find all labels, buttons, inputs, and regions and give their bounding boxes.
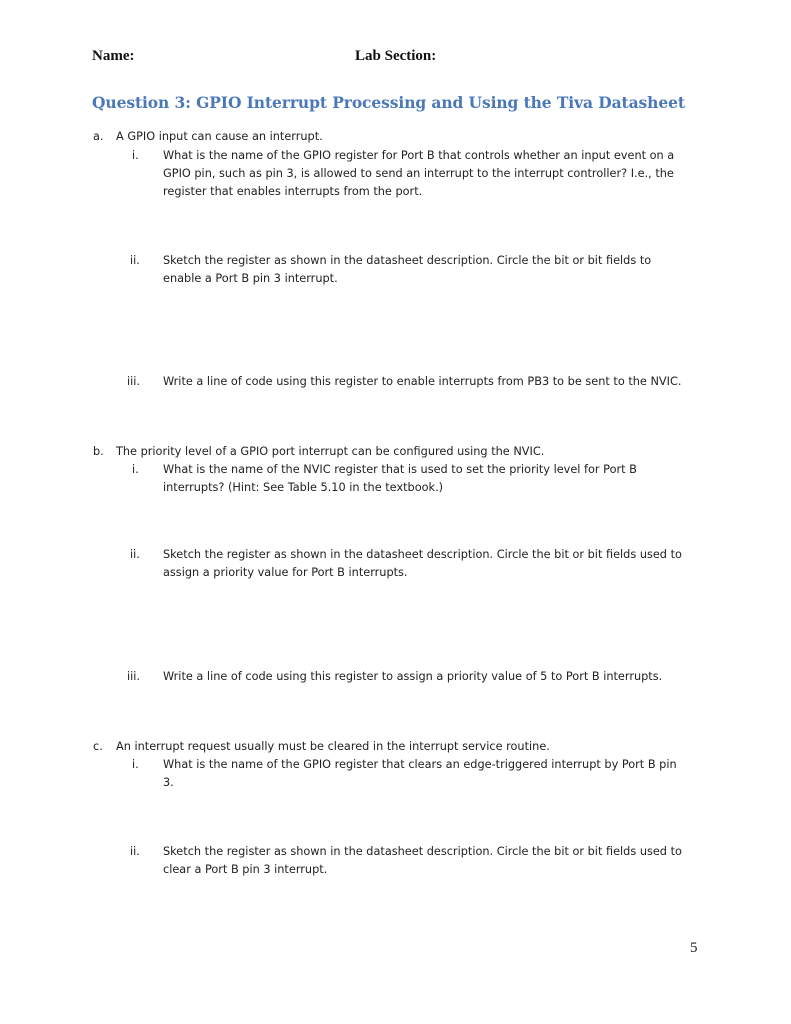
part-c-ii-label: ii.	[130, 845, 140, 858]
part-a-i-label: i.	[132, 149, 139, 162]
question-title: Question 3: GPIO Interrupt Processing and Using the Tiva Datasheet	[92, 93, 685, 112]
part-b-i-line: interrupts? (Hint: See Table 5.10 in the textbook.)	[163, 481, 444, 494]
part-c-i-label: i.	[132, 758, 139, 771]
part-b-iii-line: Write a line of code using this register to assign a priority value of 5 to Port B interrupts.	[163, 670, 663, 683]
part-c-ii-line: clear a Port B pin 3 interrupt.	[163, 863, 328, 876]
page-number: 5	[690, 940, 698, 956]
part-c-label: c.	[93, 740, 103, 753]
part-b-iii-label: iii.	[127, 670, 141, 683]
part-b-label: b.	[93, 445, 104, 458]
part-b-ii-line: assign a priority value for Port B interrupts.	[163, 566, 408, 579]
part-a-ii-line: enable a Port B pin 3 interrupt.	[163, 272, 338, 285]
part-c-i-line: 3.	[163, 776, 174, 789]
part-b-ii-line: Sketch the register as shown in the datasheet description. Circle the bit or bit fields used to	[163, 548, 682, 561]
part-c-i-line: What is the name of the GPIO register that clears an edge-triggered interrupt by Port B pin	[163, 758, 677, 771]
part-b-ii-label: ii.	[130, 548, 140, 561]
lab-section-label: Lab Section:	[355, 48, 437, 64]
part-b-text: The priority level of a GPIO port interrupt can be configured using the NVIC.	[116, 445, 545, 458]
part-b-i-line: What is the name of the NVIC register that is used to set the priority level for Port B	[163, 463, 637, 476]
part-a-ii-line: Sketch the register as shown in the datasheet description. Circle the bit or bit fields to	[163, 254, 652, 267]
name-label: Name:	[92, 48, 135, 64]
part-a-label: a.	[93, 130, 104, 143]
part-c-text: An interrupt request usually must be cleared in the interrupt service routine.	[116, 740, 550, 753]
part-a-i-line: register that enables interrupts from the port.	[163, 185, 423, 198]
part-a-text: A GPIO input can cause an interrupt.	[116, 130, 323, 143]
part-a-iii-line: Write a line of code using this register to enable interrupts from PB3 to be sent to the NVIC.	[163, 375, 682, 388]
part-b-i-label: i.	[132, 463, 139, 476]
part-a-iii-label: iii.	[127, 375, 141, 388]
part-c-ii-line: Sketch the register as shown in the datasheet description. Circle the bit or bit fields used to	[163, 845, 682, 858]
part-a-i-line: GPIO pin, such as pin 3, is allowed to send an interrupt to the interrupt controller? I.e., the	[163, 167, 674, 180]
part-a-i-line: What is the name of the GPIO register for Port B that controls whether an input event on a	[163, 149, 675, 162]
part-a-ii-label: ii.	[130, 254, 140, 267]
